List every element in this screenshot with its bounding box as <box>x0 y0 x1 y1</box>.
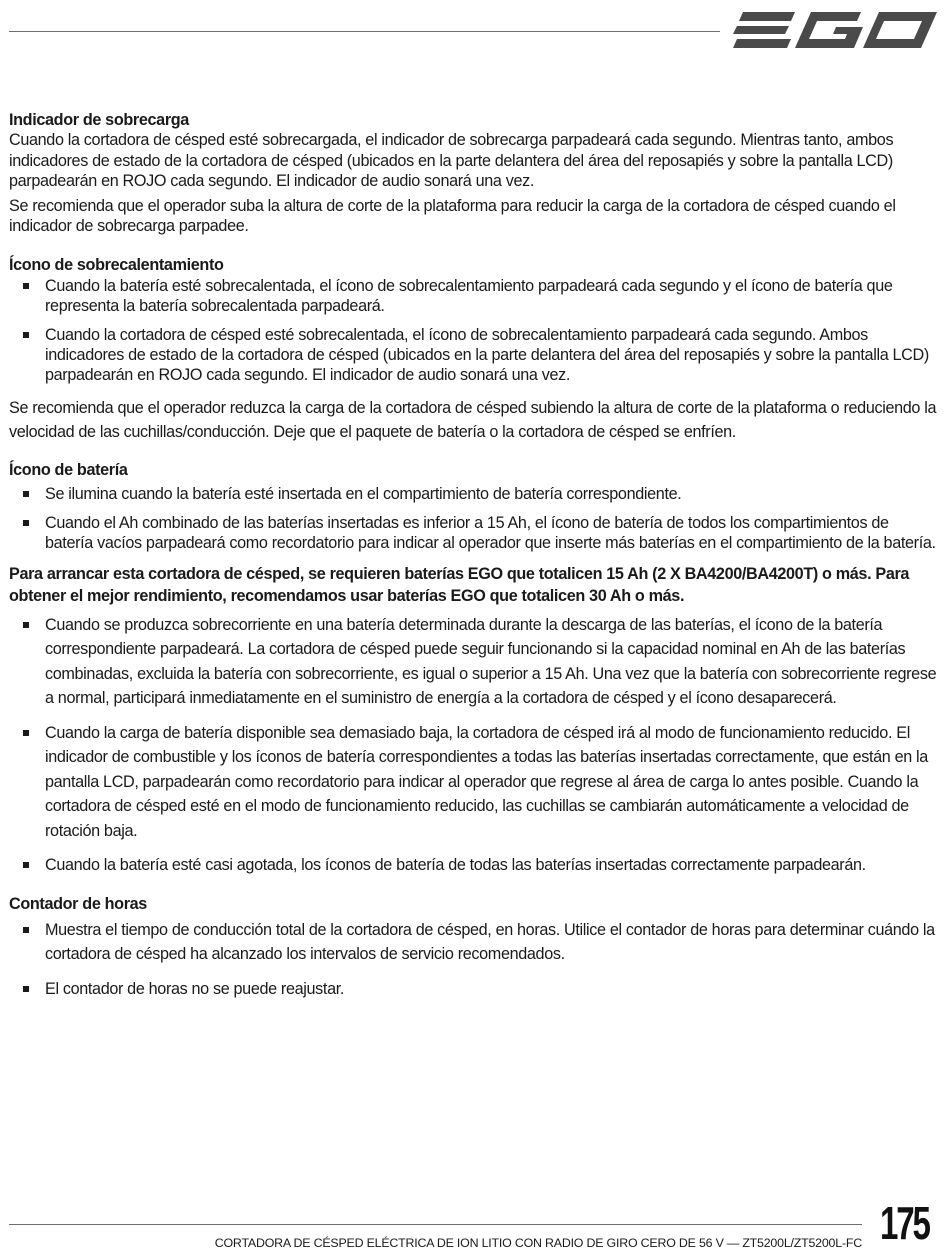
paragraph: Cuando la cortadora de césped esté sobrecargada, el indicador de sobrecarga parpadeará cada segundo. Mientras tanto, ambos indicadores de estado de la cortadora de césped (ubicados en la parte delantera del área del reposapiés y sobre la pantalla LCD) parpadearán en ROJO cada segundo. El indicador de audio sonará una vez. <box>9 131 894 191</box>
list-item-text: Cuando la batería esté casi agotada, los íconos de batería de todas las baterías insertadas correctamente parpadearán. <box>45 856 866 874</box>
list-item <box>9 484 939 504</box>
paragraph: Se recomienda que el operador reduzca la carga de la cortadora de césped subiendo la altura de corte de la plataforma o reduciendo la velocidad de las cuchillas/conducción. Deje que el paquete de batería o la cortadora de césped se enfríen. <box>9 398 937 442</box>
list-item <box>9 853 939 878</box>
bullet-square-icon <box>23 491 29 497</box>
list-item-text: Cuando se produzca sobrecorriente en una batería determinada durante la descarga de las baterías, el ícono de la batería correspondiente parpadeará. La cortadora de césped puede seguir funcionando si la capacidad nominal en Ah de las baterías combinadas, excluida la batería con sobrecorriente, es igual o superior a 15 Ah. Una vez que la batería con sobrecorriente regrese a normal, participará inmediatamente en el suministro de energía a la cortadora de césped y el ícono desaparecerá. <box>45 615 937 707</box>
list-item <box>9 276 939 317</box>
battery-requirement-note: Para arrancar esta cortadora de césped, se requieren baterías EGO que totalicen 15 Ah (2 X BA4200/BA4200T) o más. Para obtener el mejor rendimiento, recomendamos usar baterías EGO que totalicen 30 Ah o más. <box>9 564 910 605</box>
list-item <box>9 613 939 711</box>
bullet-square-icon <box>23 283 29 289</box>
section-heading-overheat: Ícono de sobrecalentamiento <box>9 256 224 275</box>
manual-content <box>9 110 939 1001</box>
bullet-square-icon <box>23 862 29 868</box>
list-item-text: El contador de horas no se puede reajustar. <box>45 979 345 998</box>
list-item-text: Cuando el Ah combinado de las baterías insertadas es inferior a 15 Ah, el ícono de batería de todos los compartimientos de batería vacíos parpadeará como recordatorio para indicar al operador que inserte más baterías en el compartimiento de la batería. <box>45 513 936 553</box>
list-item <box>9 977 939 1002</box>
section-heading-battery: Ícono de batería <box>9 460 128 479</box>
header-rule <box>9 31 720 32</box>
list-item <box>9 513 939 554</box>
paragraph: Se recomienda que el operador suba la altura de corte de la plataforma para reducir la carga de la cortadora de césped cuando el indicador de sobrecarga parpadee. <box>9 196 896 236</box>
bullet-square-icon <box>23 520 29 526</box>
list-item-text: Cuando la batería esté sobrecalentada, el ícono de sobrecalentamiento parpadeará cada segundo y el ícono de batería que representa la batería sobrecalentada parpadeará. <box>45 276 893 316</box>
list-item <box>9 918 939 967</box>
bullet-square-icon <box>23 730 29 736</box>
bullet-square-icon <box>23 927 29 933</box>
bullet-square-icon <box>23 986 29 992</box>
list-item-text: Muestra el tiempo de conducción total de la cortadora de césped, en horas. Utilice el contador de horas para determinar cuándo la cortadora de césped ha alcanzado los intervalos de servicio recomendados. <box>45 920 935 964</box>
bullet-square-icon <box>23 332 29 338</box>
list-item-text: Cuando la cortadora de césped esté sobrecalentada, el ícono de sobrecalentamiento parpadeará cada segundo. Ambos indicadores de estado de la cortadora de césped (ubicados en la parte delantera del área del reposapiés y sobre la pantalla LCD) parpadearán en ROJO cada segundo. El indicador de audio sonará una vez. <box>45 325 929 385</box>
ego-logo <box>733 7 938 53</box>
list-item-text: Cuando la carga de batería disponible sea demasiado baja, la cortadora de césped irá al modo de funcionamiento reducido. El indicador de combustible y los íconos de batería correspondientes a todas las baterías insertadas correctamente, que están en la pantalla LCD, parpadearán como recordatorio para indicar al operador que regrese al área de carga lo antes posible. Cuando la cortadora de césped esté en el modo de funcionamiento reducido, las cuchillas se cambiarán automáticamente a velocidad de rotación baja. <box>45 723 928 840</box>
list-item <box>9 721 939 844</box>
list-item-text: Se ilumina cuando la batería esté insertada en el compartimiento de batería correspondiente. <box>45 485 682 504</box>
list-item <box>9 325 939 386</box>
footer-title: CORTADORA DE CÉSPED ELÉCTRICA DE ION LITIO CON RADIO DE GIRO CERO DE 56 V — ZT5200L/ZT5200L-FC <box>214 1236 862 1250</box>
section-heading-overload: Indicador de sobrecarga <box>9 111 189 129</box>
bullet-square-icon <box>23 622 29 628</box>
page-number: 175 <box>880 1197 929 1249</box>
footer-rule <box>9 1224 862 1225</box>
section-heading-hours: Contador de horas <box>9 894 147 913</box>
